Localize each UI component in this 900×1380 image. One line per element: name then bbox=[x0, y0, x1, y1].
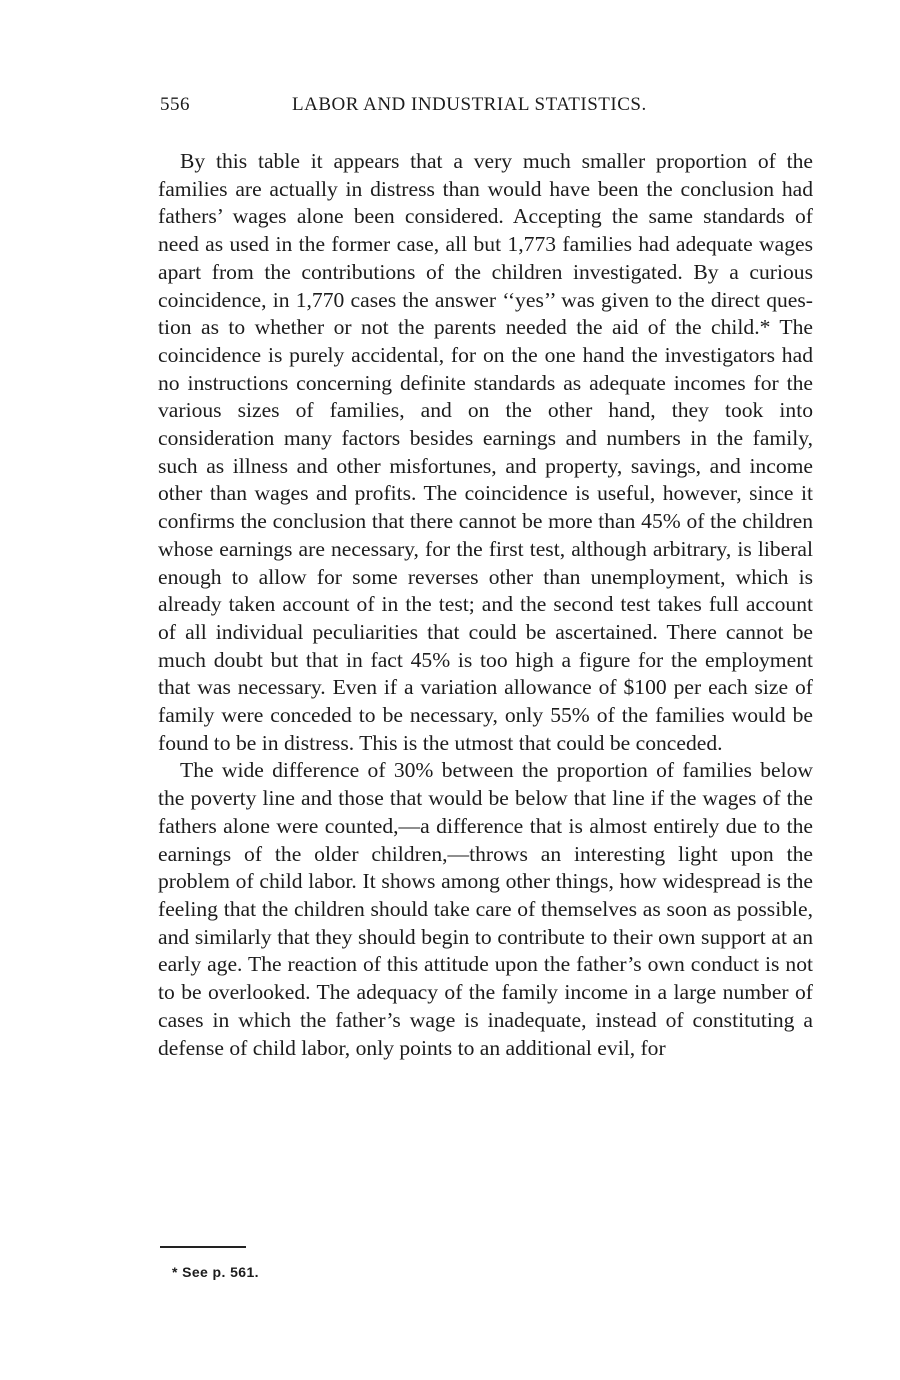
body-text bbox=[158, 148, 813, 1062]
paragraph-2: The wide difference of 30% between the proportion of families below the poverty line and those that would be below that line if the wages of the fathers alone were counted,—a difference that is almost entirely due to the earnings of the older children,—throws an interesting light upon the problem of child labor. It shows among other things, how widespread is the feeling that the children should take care of themselves as soon as possible, and similarly that they should begin to contribute to their own support at an early age. The reaction of this attitude upon the father’s own conduct is not to be overlooked. The adequacy of the family income in a large number of cases in which the father’s wage is inadequate, instead of constituting a defense of child labor, only points to an additional evil, for bbox=[158, 758, 813, 1060]
paragraph-1: By this table it appears that a very much smaller proportion of the families are actually in distress than would have been the conclusion had fathers’ wages alone been considered. Accepting the same standards of need as used in the former case, all but 1,773 families had adequate wages apart from the contributions of the children investigated. By a curious coincidence, in 1,770 cases the answer ‘‘yes’’ was given to the direct question as to whether or not the parents needed the aid of the child.* The coincidence is purely accidental, for on the one hand the investigators had no instructions concerning definite standards as adequate incomes for the various sizes of families, and on the other hand, they took into consideration many factors besides earnings and numbers in the family, such as illness and other misfortunes, and property, savings, and income other than wages and profits. The coincidence is useful, however, since it confirms the conclusion that there cannot be more than 45% of the children whose earnings are necessary, for the first test, although arbitrary, is liberal enough to allow for some reverses other than unemployment, which is already taken account of in the test; and the second test takes full account of all individual peculiarities that could be ascertained. There cannot be much doubt but that in fact 45% is too high a figure for the employment that was necessary. Even if a variation allowance of $100 per each size of family were conceded to be necessary, only 55% of the families would be found to be in distress. This is the utmost that could be conceded. bbox=[158, 149, 813, 755]
running-title: LABOR AND INDUSTRIAL STATISTICS. bbox=[292, 94, 647, 115]
page-number: 556 bbox=[160, 94, 190, 115]
running-head bbox=[160, 94, 812, 124]
footnote: * See p. 561. bbox=[172, 1264, 259, 1280]
footnote-rule bbox=[160, 1246, 246, 1248]
